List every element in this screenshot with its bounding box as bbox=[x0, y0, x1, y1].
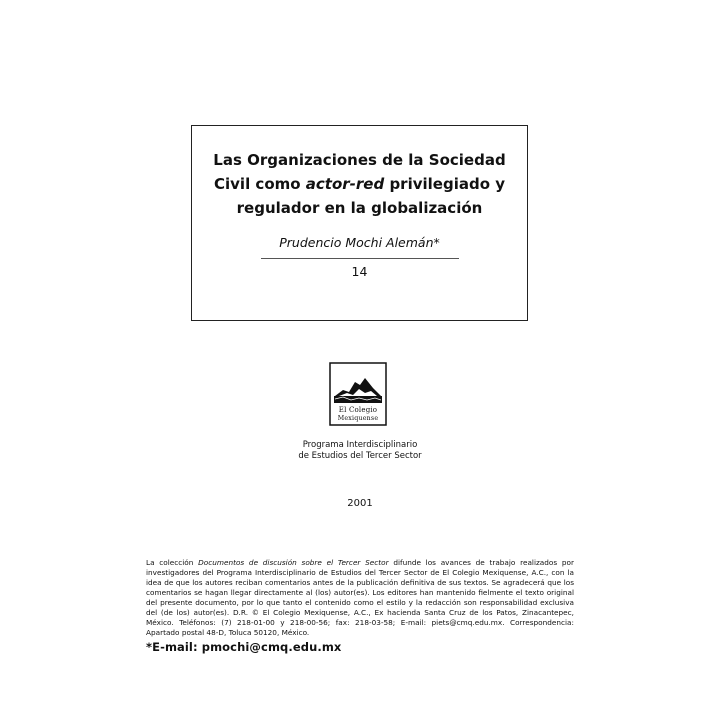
author-divider bbox=[261, 258, 459, 259]
disclaimer-before-italic: La colección bbox=[146, 558, 199, 567]
program-name bbox=[260, 440, 460, 462]
author-name: Prudencio Mochi Alemán* bbox=[279, 235, 440, 250]
disclaimer-text bbox=[146, 558, 574, 638]
program-line-2: de Estudios del Tercer Sector bbox=[298, 451, 422, 461]
program-line-1: Programa Interdisciplinario bbox=[302, 440, 418, 450]
document-title bbox=[192, 148, 527, 220]
el-colegio-mexiquense-logo-icon bbox=[329, 362, 387, 426]
title-box bbox=[191, 125, 528, 321]
document-number: 14 bbox=[351, 264, 368, 279]
title-line-2-italic: actor-red bbox=[305, 175, 385, 193]
author-email: *E-mail: pmochi@cmq.edu.mx bbox=[146, 640, 342, 654]
logo-text-line-1: El Colegio bbox=[338, 406, 378, 414]
disclaimer-body: difunde los avances de trabajo realizados por investigadores del Programa Interdisciplinario de Estudios del Tercer Sector de El Colegio Mexiquense, A.C., con la idea de que los autores reciban comentarios antes de la publicación definitiva de sus textos. Se agradecerá que los comentarios se hagan llegar directamente al (los) autor(es). Los editores han mantenido fielmente el texto original del presente documento, por lo que tanto el contenido como el estilo y la redacción son responsabilidad exclusiva del (de los) autor(es). D.R. © El Colegio Mexiquense, A.C., Ex hacienda Santa Cruz de los Patos, Zinacantepec, México. Teléfonos: (7) 218-01-00 y 218-00-56; fax: 218-03-58; E-mail: piets@cmq.edu.mx. Correspondencia: Apartado postal 48-D, Toluca 50120, México. bbox=[146, 558, 574, 637]
title-line-2-before: Civil como bbox=[214, 175, 306, 193]
logo-graphic bbox=[329, 362, 387, 426]
collection-name: Documentos de discusión sobre el Tercer Sector bbox=[198, 558, 389, 567]
title-line-3: regulador en la globalización bbox=[236, 199, 483, 217]
publication-year: 2001 bbox=[347, 498, 373, 509]
title-line-2-after: privilegiado y bbox=[384, 175, 505, 193]
logo-text-line-2: Mexiquense bbox=[337, 415, 379, 422]
title-line-1: Las Organizaciones de la Sociedad bbox=[213, 151, 506, 169]
title-line-2 bbox=[192, 172, 527, 196]
